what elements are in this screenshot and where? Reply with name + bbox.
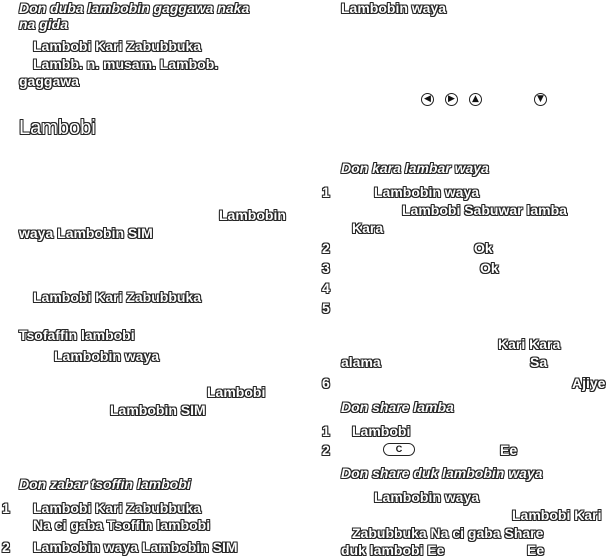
left-heading-emergency-line1: Don duba lambobin gaggawa naka bbox=[19, 0, 250, 16]
down-nav-icon bbox=[534, 93, 547, 106]
step-number: 1 bbox=[322, 184, 330, 200]
step-number: 2 bbox=[322, 442, 330, 458]
right-deleteall-ee: Ee bbox=[527, 542, 545, 558]
step-number: 6 bbox=[322, 375, 330, 391]
right-step1-lambobin-waya: Lambobin waya bbox=[374, 184, 480, 200]
right-deleteall-path3: duk lambobi Ee bbox=[341, 542, 445, 558]
right-heading-lambobin-waya: Lambobin waya bbox=[341, 0, 447, 16]
right-delete-lambobi: Lambobi bbox=[352, 423, 411, 439]
right-text-sa: Sa bbox=[530, 354, 548, 370]
step-number: 1 bbox=[2, 500, 10, 516]
right-delete-ee: Ee bbox=[500, 442, 518, 458]
right-step1-kara: Kara bbox=[352, 220, 384, 236]
left-text-lambobin: Lambobin bbox=[219, 207, 286, 223]
right-deleteall-path2: Zabubbuka Na ci gaba Share bbox=[352, 525, 544, 541]
left-heading-default-numbers: Don zabar tsoffin lambobi bbox=[19, 476, 191, 492]
right-heading-delete-number: Don share lamba bbox=[341, 399, 454, 415]
step-number: 5 bbox=[322, 300, 330, 316]
left-text-waya-sim: waya Lambobin SIM bbox=[19, 225, 153, 241]
right-heading-add-number: Don kara lambar waya bbox=[341, 160, 489, 176]
right-text-kari-kara: Kari Kara bbox=[498, 336, 561, 352]
left-path-line1: Lambobi Kari Zabubbuka bbox=[33, 38, 202, 54]
right-deleteall-path1: Lambobi Kari bbox=[512, 507, 602, 523]
left-path-line4: Lambobi Kari Zabubbuka bbox=[33, 289, 202, 305]
right-step2-ok: Ok bbox=[474, 240, 493, 256]
step-number: 2 bbox=[2, 539, 10, 555]
subheading-tsofaffin: Tsofaffin lambobi bbox=[19, 327, 135, 343]
section-title-lambobi: Lambobi bbox=[19, 117, 96, 139]
up-nav-icon bbox=[469, 93, 482, 106]
right-step3-ok: Ok bbox=[480, 260, 499, 276]
left-step2-line1: Lambobin waya Lambobin SIM bbox=[33, 539, 238, 555]
right-text-ajiye: Ajiye bbox=[572, 375, 606, 391]
left-text-lambobin-waya: Lambobin waya bbox=[54, 348, 160, 364]
left-heading-emergency-line2: na gida bbox=[19, 16, 69, 32]
right-heading-delete-all: Don share duk lambobin waya bbox=[341, 465, 543, 481]
left-text-lambobin-sim: Lambobin SIM bbox=[110, 402, 206, 418]
left-step1-line2: Na ci gaba Tsoffin lambobi bbox=[33, 517, 211, 533]
right-text-alama: alama bbox=[341, 354, 381, 370]
left-path-line3: gaggawa bbox=[19, 73, 79, 89]
left-nav-icon bbox=[421, 93, 434, 106]
left-step1-line1: Lambobi Kari Zabubbuka bbox=[33, 500, 202, 516]
step-number: 3 bbox=[322, 260, 330, 276]
step-number: 2 bbox=[322, 240, 330, 256]
step-number: 4 bbox=[322, 280, 330, 296]
step-number: 1 bbox=[322, 423, 330, 439]
left-text-lambobi: Lambobi bbox=[207, 384, 266, 400]
c-key-icon: C bbox=[383, 443, 415, 456]
right-deleteall-lambobin-waya: Lambobin waya bbox=[374, 489, 480, 505]
right-step1-path: Lambobi Sabuwar lamba bbox=[402, 202, 567, 218]
left-path-line2: Lambb. n. musam. Lambob. bbox=[33, 56, 219, 72]
right-nav-icon bbox=[445, 93, 458, 106]
